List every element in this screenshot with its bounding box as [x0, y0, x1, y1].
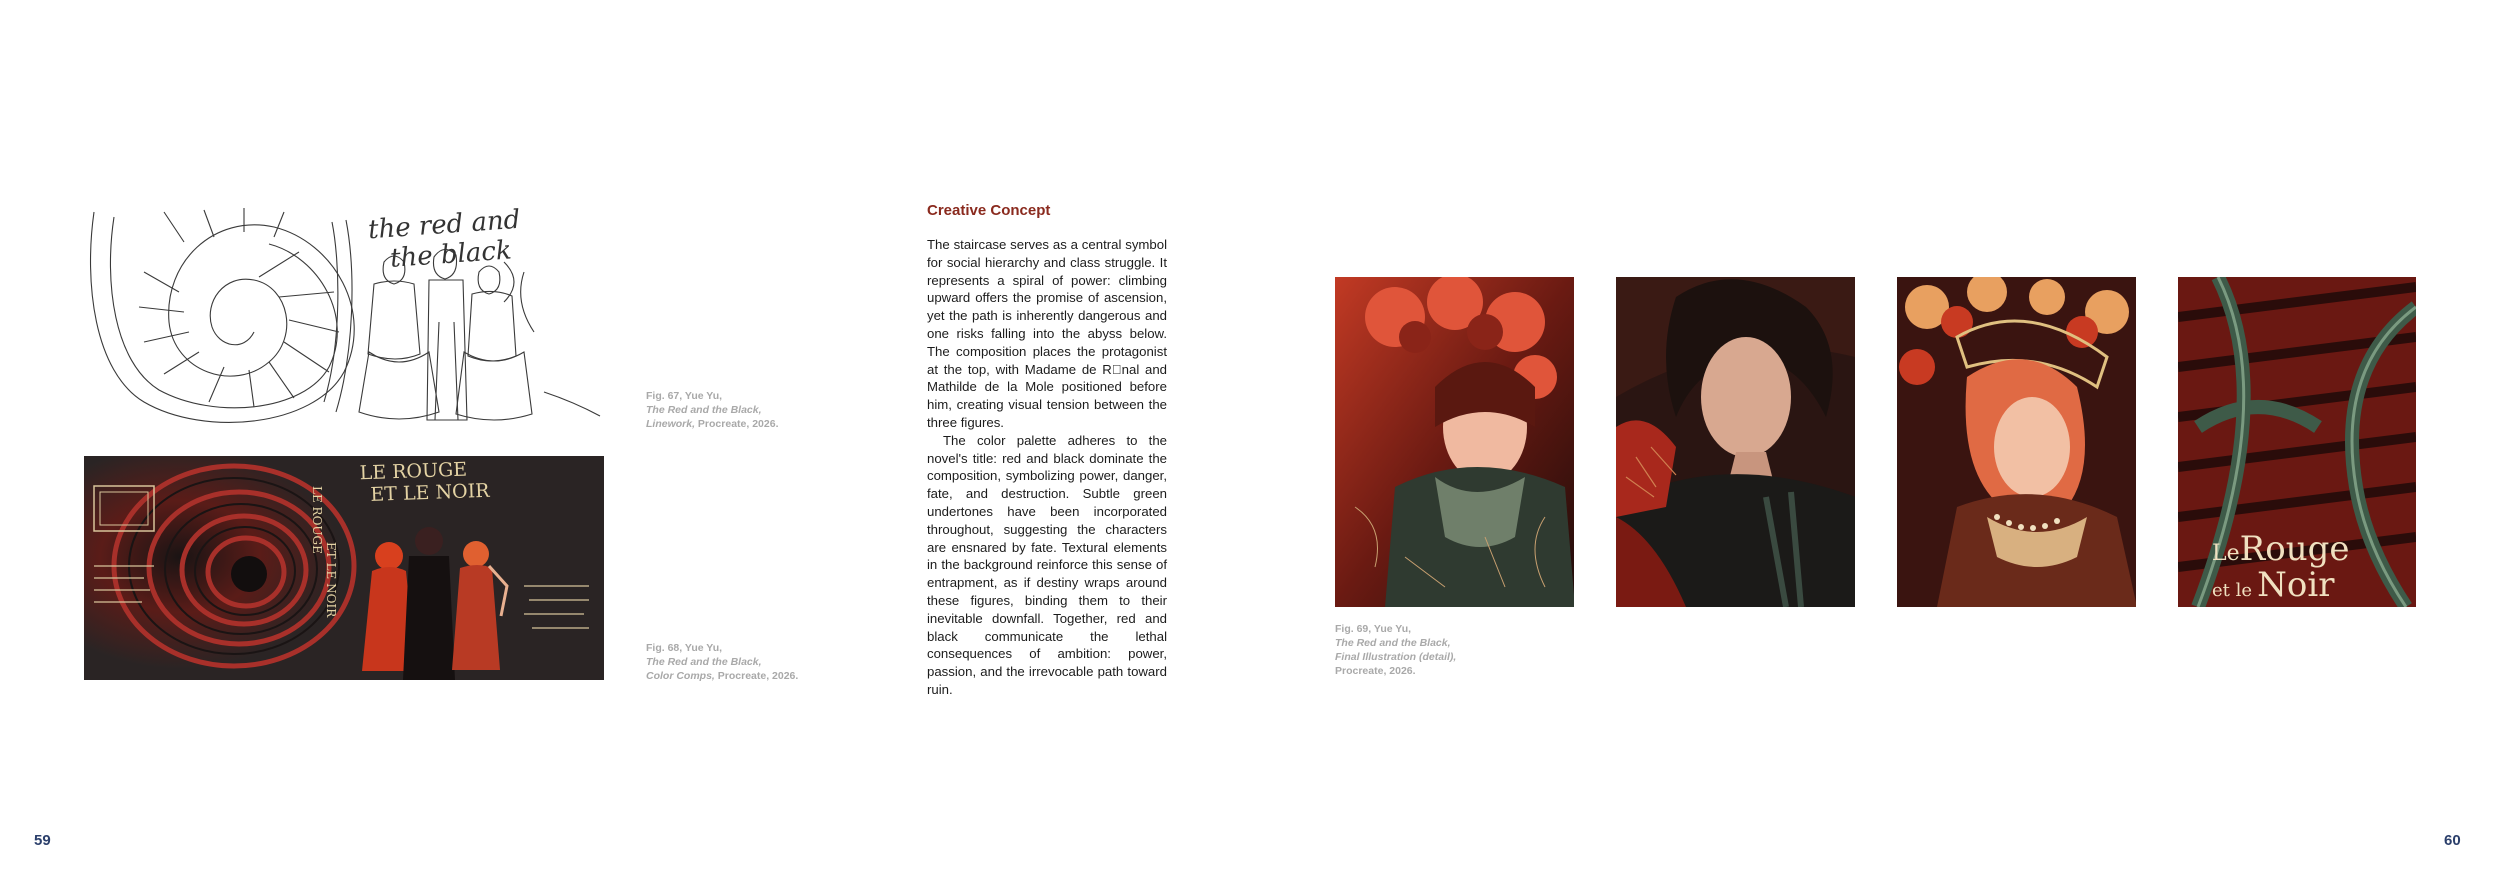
fig68-caption: Fig. 68, Yue Yu, The Red and the Black, Color Comps, Procreate, 2026. — [646, 642, 799, 682]
creative-concept-body — [927, 236, 1167, 699]
right-page-number: 60 — [2444, 832, 2461, 849]
sketch-handwritten-title: the red and the black — [367, 204, 522, 274]
fig67-caption: Fig. 67, Yue Yu, The Red and the Black, Linework, Procreate, 2026. — [646, 390, 779, 430]
concept-paragraph-1: The staircase serves as a central symbol for social hierarchy and class struggle. It represents a spiral of power: climbing upward offers the promise of ascension, yet the path is inherently dangerous and one risks falling into the abyss below. The composition places the protagonist at the top, with Madame de R nal and Mathilde de la Mole positioned before him, creating visual tension between the three figures. — [927, 237, 1167, 430]
final-illustration-panel-3 — [1897, 277, 2136, 607]
comp-vertical-text-1: LE ROUGE — [310, 486, 324, 554]
final-illustration-panel-1 — [1335, 277, 1574, 607]
left-page-number: 59 — [34, 832, 51, 849]
concept-paragraph-2: The color palette adheres to the novel's title: red and black dominate the composition, symbolizing power, danger, fate, and destruction. Subtle green undertones have been incorporated throughout, suggesting the characters are ensnared by fate. Textural elements in the background reinforce this sense of entrapment, as if destiny wraps around these figures, binding them to their inevitable downfall. Together, red and black communicate the lethal consequences of ambition: power, passion, and the irrevocable path toward ruin. — [927, 432, 1167, 697]
comp-vertical-text-2: ET LE NOIR — [324, 542, 338, 618]
final-illustration-panel-4 — [2178, 277, 2416, 607]
linework-sketch-image — [84, 202, 604, 428]
comp-title-text: LE ROUGE ET LE NOIR — [359, 458, 490, 506]
color-comp-image — [84, 456, 604, 680]
final-illustration-panel-2 — [1616, 277, 1855, 607]
fig69-caption: Fig. 69, Yue Yu, The Red and the Black, Final Illustration (detail), Procreate, 2026. — [1335, 623, 1457, 677]
creative-concept-heading: Creative Concept — [927, 202, 1051, 219]
final-title-lettering: LeRouge et le Noir — [2212, 529, 2350, 605]
